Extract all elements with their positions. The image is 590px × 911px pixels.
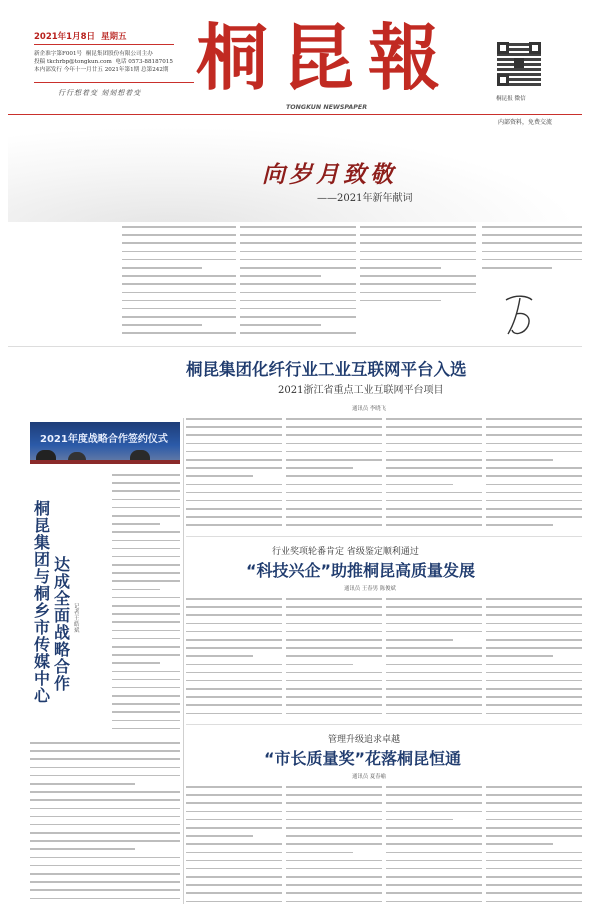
article1-subtitle: 2021浙江省重点工业互联网平台项目: [278, 385, 444, 396]
side-headline-1: 达成全面战略合作: [54, 555, 71, 693]
article3-kicker: 管理升级追求卓越: [328, 735, 401, 745]
info-line-1: 新企准字第F001号: [34, 51, 83, 57]
new-year-column-2: [240, 226, 356, 336]
signature: [502, 290, 542, 342]
article1-column-2: [286, 418, 382, 528]
slogan: 行行想着变 刻刻想着变: [58, 89, 142, 97]
info-line-6: 2021年第1期: [104, 67, 140, 73]
masthead-char-2: 昆: [282, 15, 369, 100]
side-byline: 记者 王皓斌: [74, 604, 80, 634]
side-headline-box: [30, 499, 84, 705]
article2-kicker: 行业奖项轮番肯定 省级鉴定顺利通过: [272, 547, 419, 557]
info-line-7: 总第242期: [141, 67, 169, 73]
masthead-english: TONGKUN NEWSPAPER: [286, 104, 368, 111]
article3-column-3: [386, 786, 482, 904]
new-year-column-1: [122, 226, 236, 336]
info-line-3: 投稿 tkchrbp@tongkun.com: [34, 59, 112, 65]
article3-byline: 通讯员 夏春喻: [352, 774, 387, 780]
signing-photo: [30, 422, 180, 464]
masthead-char-3: 報: [368, 15, 455, 100]
article2-title: “科技兴企”助推桐昆高质量发展: [246, 561, 476, 580]
article3-column-1: [186, 786, 282, 904]
article2-column-4: [486, 598, 582, 718]
article3-column-2: [286, 786, 382, 904]
info-line-4: 电话 0573-88187015: [115, 59, 173, 65]
article2-column-2: [286, 598, 382, 718]
new-year-subtitle: ——2021年新年献词: [317, 193, 413, 204]
article1-column-1: [186, 418, 282, 528]
issue-info: [34, 50, 194, 74]
masthead-title: [196, 15, 455, 100]
article1-column-4: [486, 418, 582, 528]
article2-byline: 通讯员 王春男 陈俊斌: [344, 586, 396, 592]
new-year-column-4: [482, 226, 582, 274]
masthead-char-1: 桐: [196, 15, 283, 100]
side-column-a: [112, 474, 180, 736]
article1-title: 桐昆集团化纤行业工业互联网平台入选: [186, 360, 467, 379]
photo-caption: 2021年度战略合作签约仪式: [40, 434, 168, 445]
article3-title: “市长质量奖”花落桐昆恒通: [264, 749, 462, 768]
info-line-2: 桐昆集团股份有限公司主办: [85, 51, 153, 57]
article2-column-3: [386, 598, 482, 718]
article1-byline: 通讯员 李晓飞: [352, 406, 387, 412]
new-year-column-3: [360, 226, 476, 302]
side-column-b: [30, 742, 180, 902]
qr-code: [497, 42, 541, 86]
side-headline-2: 桐昆集团与桐乡市传媒中心: [34, 499, 51, 705]
article3-column-4: [486, 786, 582, 904]
issue-date: 2021年1月8日: [34, 32, 95, 42]
issue-weekday: 星期五: [101, 32, 127, 42]
new-year-title: 向岁月致敬: [262, 161, 397, 188]
qr-caption: 桐昆报 微信: [496, 96, 526, 102]
internal-note: 内部资料，免费交流: [498, 119, 553, 126]
article1-column-3: [386, 418, 482, 528]
info-line-5: 本内部发行 今年十一月廿五: [34, 67, 103, 73]
article2-column-1: [186, 598, 282, 718]
